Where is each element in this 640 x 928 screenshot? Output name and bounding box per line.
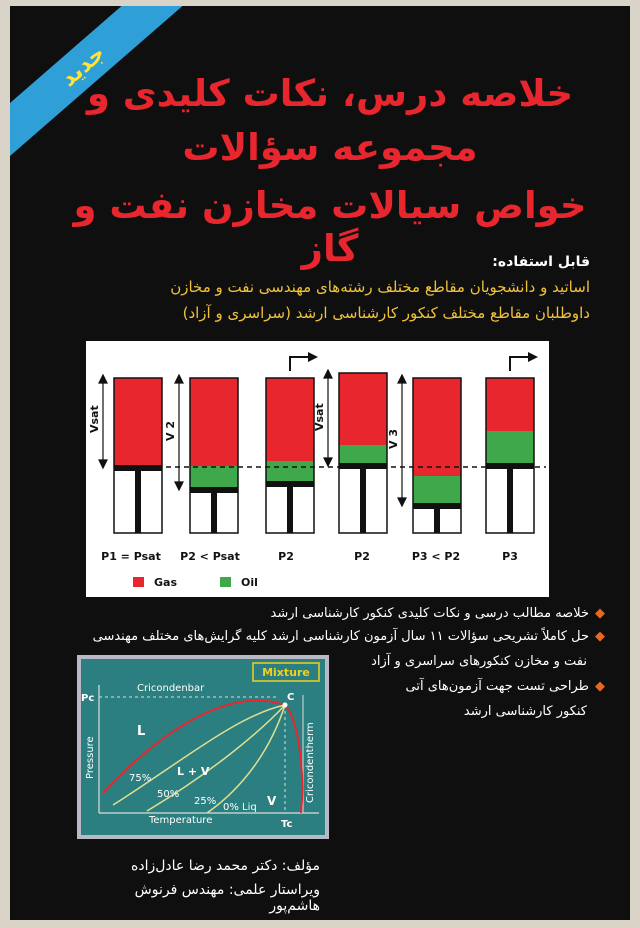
title-line-1: خلاصه درس، نکات کلیدی و [86,72,574,115]
feature-text: حل کاملاً تشریحی سؤالات ۱۱ سال آزمون کارشناسی ارشد کلیه گرایش‌های مختلف مهندسی [92,629,589,644]
tc-label: Tc [281,819,293,830]
pressure-label-6: P3 [502,550,518,563]
legend-swatch-gas [133,577,144,587]
cricondenbar-label: Cricondenbar [137,683,205,694]
feature-item-continued: کنکور کارشناسی ارشد [463,704,587,719]
vapor-label: V [267,794,277,808]
pressure-label-1: P1 = Psat [101,550,161,563]
usage-line-1: اساتید و دانشجویان مقاطع مختلف رشته‌های مهندسی نفت و مخازن [170,278,590,296]
quality-0: 0% Liq [223,802,257,813]
pressure-axis-label: Pressure [85,736,96,779]
feature-text: خلاصه مطالب درسی و نکات کلیدی کنکور کارشناسی ارشد [270,606,589,621]
usage-line-2: داوطلبان مقاطع مختلف کنکور کارشناسی ارشد (سراسری و آزاد) [182,304,590,322]
book-cover [10,6,630,920]
pressure-label-5: P3 < P2 [411,550,461,563]
cylinder-3 [266,352,318,533]
feature-item [406,679,605,694]
bullet-icon: ◆ [595,606,605,621]
legend-swatch-oil [220,577,231,587]
phase-diagram [77,655,329,839]
title-line-3: خواص سیالات مخازن نفت و گاز [73,184,587,270]
vlabel-4: V 3 [387,429,400,449]
quality-25: 25% [194,796,217,807]
title-line-2: مجموعه سؤالات [182,126,478,169]
feature-item [271,606,605,621]
quality-50: 50% [157,789,180,800]
legend-label-gas: Gas [154,576,177,589]
quality-75: 75% [129,773,152,784]
cylinder-2 [190,378,238,533]
mixture-label: Mixture [262,666,310,679]
author-credit: مؤلف: دکتر محمد رضا عادل‌زاده [131,858,320,874]
bullet-icon: ◆ [595,629,605,644]
new-badge-label: جدید [56,40,110,92]
feature-text: طراحی تست جهت آزمون‌های آتی [405,679,589,694]
piston-diagram [86,341,549,597]
temperature-axis-label: Temperature [149,815,213,826]
pc-label: Pc [81,693,95,704]
critical-point-label: C [287,692,295,703]
feature-item [93,629,605,644]
cricondentherm-label: Cricondentherm [305,722,316,803]
legend-label-oil: Oil [241,576,258,589]
vlabel-1: Vsat [88,405,101,433]
cylinder-4 [339,373,387,533]
usage-heading: قابل استفاده: [492,254,590,270]
two-phase-label: L + V [177,765,210,778]
pressure-label-4: P2 [354,550,370,563]
feature-item-continued: نفت و مخازن کنکورهای سراسری و آزاد [371,654,587,669]
cylinder-6 [486,352,538,533]
editor-credit: ویراستار علمی: مهندس فرنوش هاشم‌پور [134,882,320,914]
cylinder-5 [413,378,461,533]
pressure-label-3: P2 [278,550,294,563]
bullet-icon: ◆ [595,679,605,694]
vlabel-3: Vsat [313,403,326,431]
liquid-label: L [137,724,146,739]
pressure-label-2: P2 < Psat [180,550,240,563]
vlabel-2: V 2 [164,421,177,441]
cylinder-1 [114,378,162,533]
